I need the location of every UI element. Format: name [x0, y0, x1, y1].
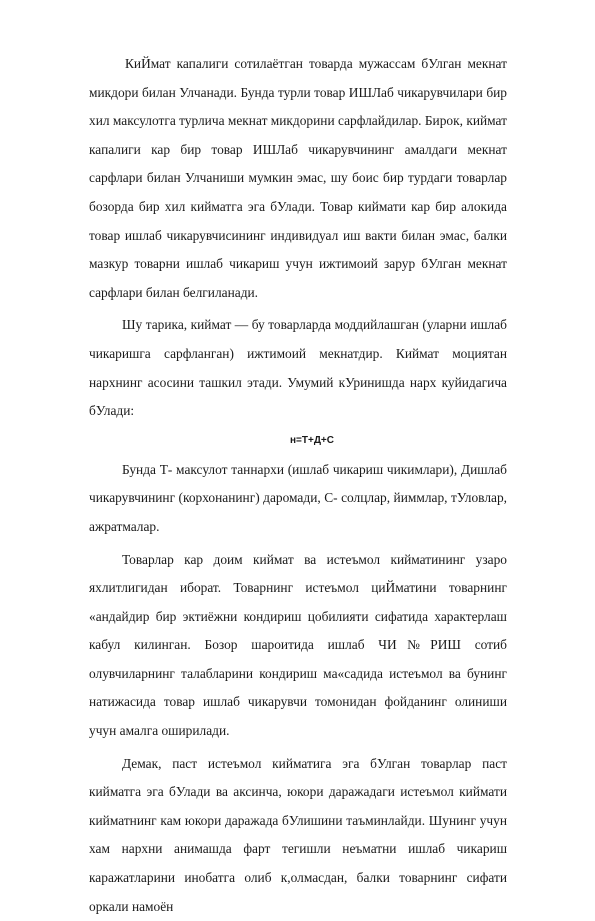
paragraph-value-measure: КиЙмат капалиги сотилаётган товарда мужассам бУлган мекнат микдори билан Улчанади. Бунда турли товар ИШЛаб чикарувчилари бир хил максулотга турлича мекнат микдорини сарфлайдилар. Бирок, киймат капалиги кар бир товар ИШЛаб чикарувчининг амалдаги мекнат сарфлари билан Улчаниши мумкин эмас, шу боис бир турдаги товарлар бозорда бир хил кийматга эга бУлади. Товар киймати кар бир алокида товар ишлаб чикарувчисининг индивидуал иш вакти билан эмас, балки мазкур товарни ишлаб чикариш учун ижтимоий зарур бУлган мекнат сарфлари билан белгиланади. — [89, 56, 507, 300]
paragraph-use-value: Товарлар кар доим киймат ва истеъмол кийматининг узаро яхлитлигидан иборат. Товарнинг истеъмол циЙматини товарнинг «андайдир бир эктиёжни кондириш цобилияти сифатида характерлаш кабул килинган. Бозор шароитида ишлаб ЧИ№РИШ сотиб олувчиларнинг талабларини кондириш ма«садида истеъмол ва бунинг натижасида товар ишлаб чикарувчи томонидан фойданинг олиниши учун амалга оширилади. — [89, 551, 507, 739]
price-formula: н=Т+Д+С — [289, 434, 334, 446]
document-body — [89, 50, 507, 921]
paragraph-value-definition: Шу тарика, киймат — бу товарларда моддийлашган (уларни ишлаб чикаришга сарфланган) ижтимоий мекнатдир. Киймат моциятан нархнинг асосини ташкил этади. Умумий кУринишда нарх куйидагича бУлади: — [89, 317, 507, 419]
paragraph-formula-legend: Бунда Т- максулот таннархи (ишлаб чикариш чикимлари), Дишлаб чикарувчининг (корхонанинг) даромади, С- солцлар, йиммлар, тУловлар, ажратмалар. — [89, 461, 507, 534]
paragraph-conclusion: Демак, паст истеъмол кийматига эга бУлган товарлар паст кийматга эга бУлади ва аксинча, юкори даражадаги истеъмол киймати кийматнинг кам юкори даражада бУлишини таъминлайди. Шунинг учун хам нархни анимашда фарт тегишли неъматни ишлаб чикариш каражатларини инобатга олиб к,олмасдан, балки товарнинг сифати оркали намоён — [89, 755, 507, 914]
